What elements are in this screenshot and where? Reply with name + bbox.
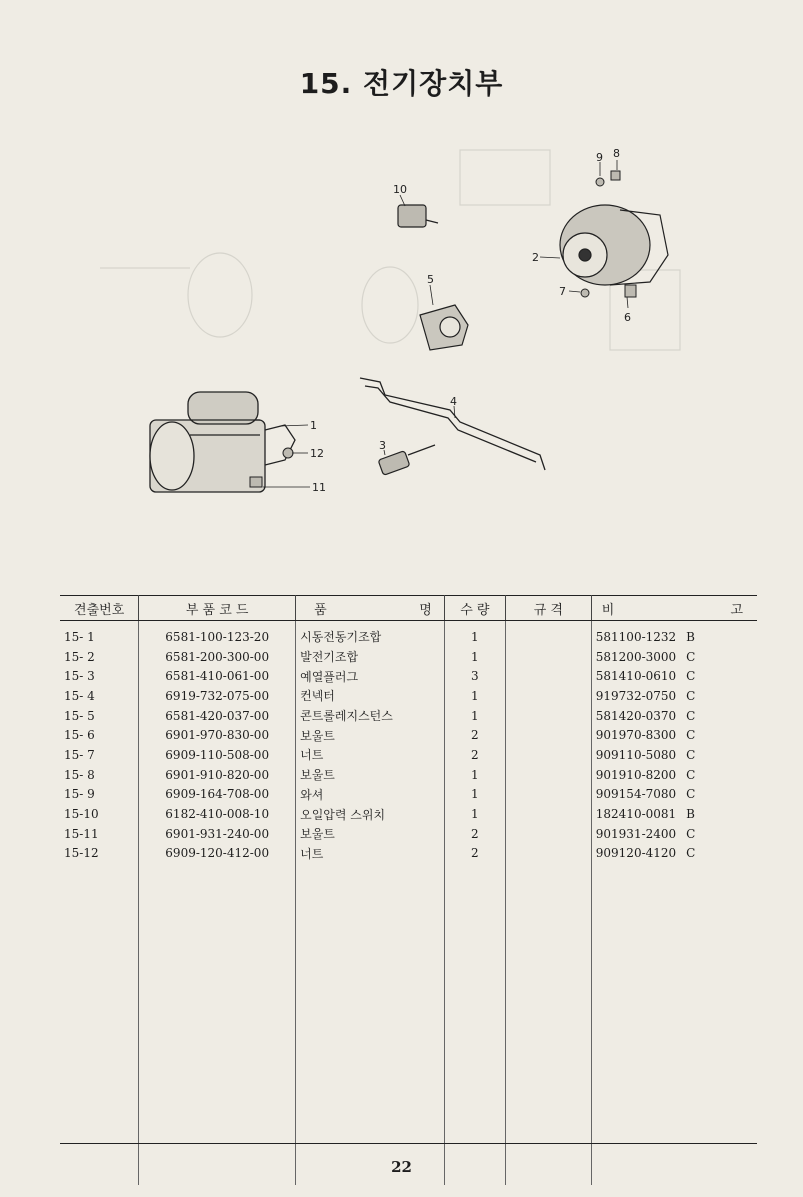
remarks — [591, 666, 757, 686]
item-no: 15- 5 — [60, 706, 139, 726]
part-name: 오일압력 스위치 — [296, 804, 445, 824]
callout-10: 10 — [393, 183, 407, 196]
ref-number: 581100-1232 — [595, 629, 677, 644]
remarks — [591, 804, 757, 824]
page-title: 15. 전기장치부 — [299, 67, 504, 100]
header-part-name — [296, 596, 445, 621]
part-name: 보울트 — [296, 765, 445, 785]
callout-1: 1 — [310, 419, 317, 432]
quantity: 2 — [444, 725, 505, 745]
part-name: 시동전동기조합 — [296, 627, 445, 647]
callout-7: 7 — [559, 285, 566, 298]
grade: C — [686, 747, 696, 762]
part-code: 6182-410-008-10 — [139, 804, 296, 824]
remarks — [591, 844, 757, 864]
ref-number: 901931-2400 — [595, 826, 677, 841]
header-spec: 규 격 — [505, 596, 591, 621]
part-code: 6909-110-508-00 — [139, 745, 296, 765]
spec — [505, 647, 591, 667]
remarks — [591, 706, 757, 726]
callout-4: 4 — [450, 395, 457, 408]
header-part-code: 부 품 코 드 — [139, 596, 296, 621]
ref-number: 909154-7080 — [595, 787, 677, 802]
callout-numbers — [310, 147, 631, 494]
spec — [505, 824, 591, 844]
remarks — [591, 765, 757, 785]
ref-number: 901970-8300 — [595, 728, 677, 743]
part-code: 6901-931-240-00 — [139, 824, 296, 844]
quantity: 1 — [444, 785, 505, 805]
grade: C — [686, 767, 696, 782]
glow-plug-drawing — [378, 445, 435, 475]
spec — [505, 745, 591, 765]
table-row — [60, 804, 757, 824]
table-row — [60, 824, 757, 844]
table-row — [60, 745, 757, 765]
callout-2: 2 — [532, 251, 539, 264]
table-row — [60, 785, 757, 805]
item-no: 15-12 — [60, 844, 139, 864]
item-no: 15- 4 — [60, 686, 139, 706]
alternator-drawing — [560, 205, 668, 285]
part-name: 예열플러그 — [296, 666, 445, 686]
ref-number: 581420-0370 — [595, 708, 677, 723]
remarks — [591, 647, 757, 667]
item-no: 15- 1 — [60, 627, 139, 647]
item-no: 15- 2 — [60, 647, 139, 667]
callout-5: 5 — [427, 273, 434, 286]
header-part-name-right: 명 — [419, 602, 432, 618]
table-header-row — [60, 596, 757, 621]
quantity: 1 — [444, 804, 505, 824]
resistor-drawing — [420, 305, 468, 350]
header-quantity: 수 량 — [444, 596, 505, 621]
grade: C — [686, 688, 696, 703]
ref-number: 581200-3000 — [595, 649, 677, 664]
callout-3: 3 — [379, 439, 386, 452]
part-name: 보울트 — [296, 824, 445, 844]
item-no: 15- 6 — [60, 725, 139, 745]
part-code: 6581-100-123-20 — [139, 627, 296, 647]
callout-6: 6 — [624, 311, 631, 324]
grade: C — [686, 728, 696, 743]
spec — [505, 844, 591, 864]
bottom-rule — [60, 1143, 757, 1144]
item-no: 15-10 — [60, 804, 139, 824]
quantity: 1 — [444, 765, 505, 785]
quantity: 3 — [444, 666, 505, 686]
quantity: 1 — [444, 647, 505, 667]
header-remarks-right: 고 — [730, 602, 743, 618]
part-name: 너트 — [296, 844, 445, 864]
spec — [505, 765, 591, 785]
ref-number: 901910-8200 — [595, 767, 677, 782]
item-no: 15-11 — [60, 824, 139, 844]
page-number: 22 — [391, 1158, 412, 1176]
table-row — [60, 725, 757, 745]
table-row — [60, 647, 757, 667]
remarks — [591, 785, 757, 805]
starter-motor-drawing — [150, 392, 295, 492]
remarks — [591, 745, 757, 765]
ref-number: 182410-0081 — [595, 807, 677, 822]
grade: B — [686, 629, 695, 644]
spec — [505, 627, 591, 647]
ref-number: 909110-5080 — [595, 747, 677, 762]
table-row — [60, 666, 757, 686]
part-code: 6901-970-830-00 — [139, 725, 296, 745]
callout-9: 9 — [596, 151, 603, 164]
item-no: 15- 3 — [60, 666, 139, 686]
callout-8: 8 — [613, 147, 620, 160]
quantity: 2 — [444, 824, 505, 844]
quantity: 1 — [444, 706, 505, 726]
grade: C — [686, 787, 696, 802]
remarks — [591, 824, 757, 844]
grade: C — [686, 708, 696, 723]
ref-number: 919732-0750 — [595, 688, 677, 703]
spec — [505, 706, 591, 726]
table-row — [60, 844, 757, 864]
table-row — [60, 686, 757, 706]
part-name: 발전기조합 — [296, 647, 445, 667]
spec — [505, 804, 591, 824]
part-code: 6909-120-412-00 — [139, 844, 296, 864]
grade: C — [686, 846, 696, 861]
table-row — [60, 627, 757, 647]
part-code: 6909-164-708-00 — [139, 785, 296, 805]
item-no: 15- 9 — [60, 785, 139, 805]
part-name: 보울트 — [296, 725, 445, 745]
table-row — [60, 706, 757, 726]
callout-11: 11 — [312, 481, 326, 494]
item-no: 15- 8 — [60, 765, 139, 785]
parts-exploded-diagram — [90, 120, 730, 540]
quantity: 2 — [444, 844, 505, 864]
spec — [505, 686, 591, 706]
header-part-name-left: 품 — [314, 602, 327, 618]
part-code: 6581-410-061-00 — [139, 666, 296, 686]
part-name: 너트 — [296, 745, 445, 765]
grade: C — [686, 826, 696, 841]
oil-pressure-switch-drawing — [398, 205, 438, 227]
remarks — [591, 725, 757, 745]
quantity: 1 — [444, 627, 505, 647]
spec — [505, 725, 591, 745]
quantity: 1 — [444, 686, 505, 706]
remarks — [591, 627, 757, 647]
grade: C — [686, 649, 696, 664]
grade: C — [686, 669, 696, 684]
callout-12: 12 — [310, 447, 324, 460]
spec — [505, 785, 591, 805]
grade: B — [686, 807, 695, 822]
part-code: 6581-420-037-00 — [139, 706, 296, 726]
ref-number: 581410-0610 — [595, 669, 677, 684]
table-row — [60, 765, 757, 785]
quantity: 2 — [444, 745, 505, 765]
spec — [505, 666, 591, 686]
part-name: 와셔 — [296, 785, 445, 805]
ref-number: 909120-4120 — [595, 846, 677, 861]
part-name: 컨넥터 — [296, 686, 445, 706]
header-remarks-left: 비 — [601, 602, 615, 618]
parts-table — [60, 595, 757, 1185]
part-code: 6901-910-820-00 — [139, 765, 296, 785]
remarks — [591, 686, 757, 706]
item-no: 15- 7 — [60, 745, 139, 765]
header-item-no: 견출번호 — [60, 596, 139, 621]
part-code: 6581-200-300-00 — [139, 647, 296, 667]
part-code: 6919-732-075-00 — [139, 686, 296, 706]
part-name: 콘트롤레지스턴스 — [296, 706, 445, 726]
header-remarks — [591, 596, 757, 621]
